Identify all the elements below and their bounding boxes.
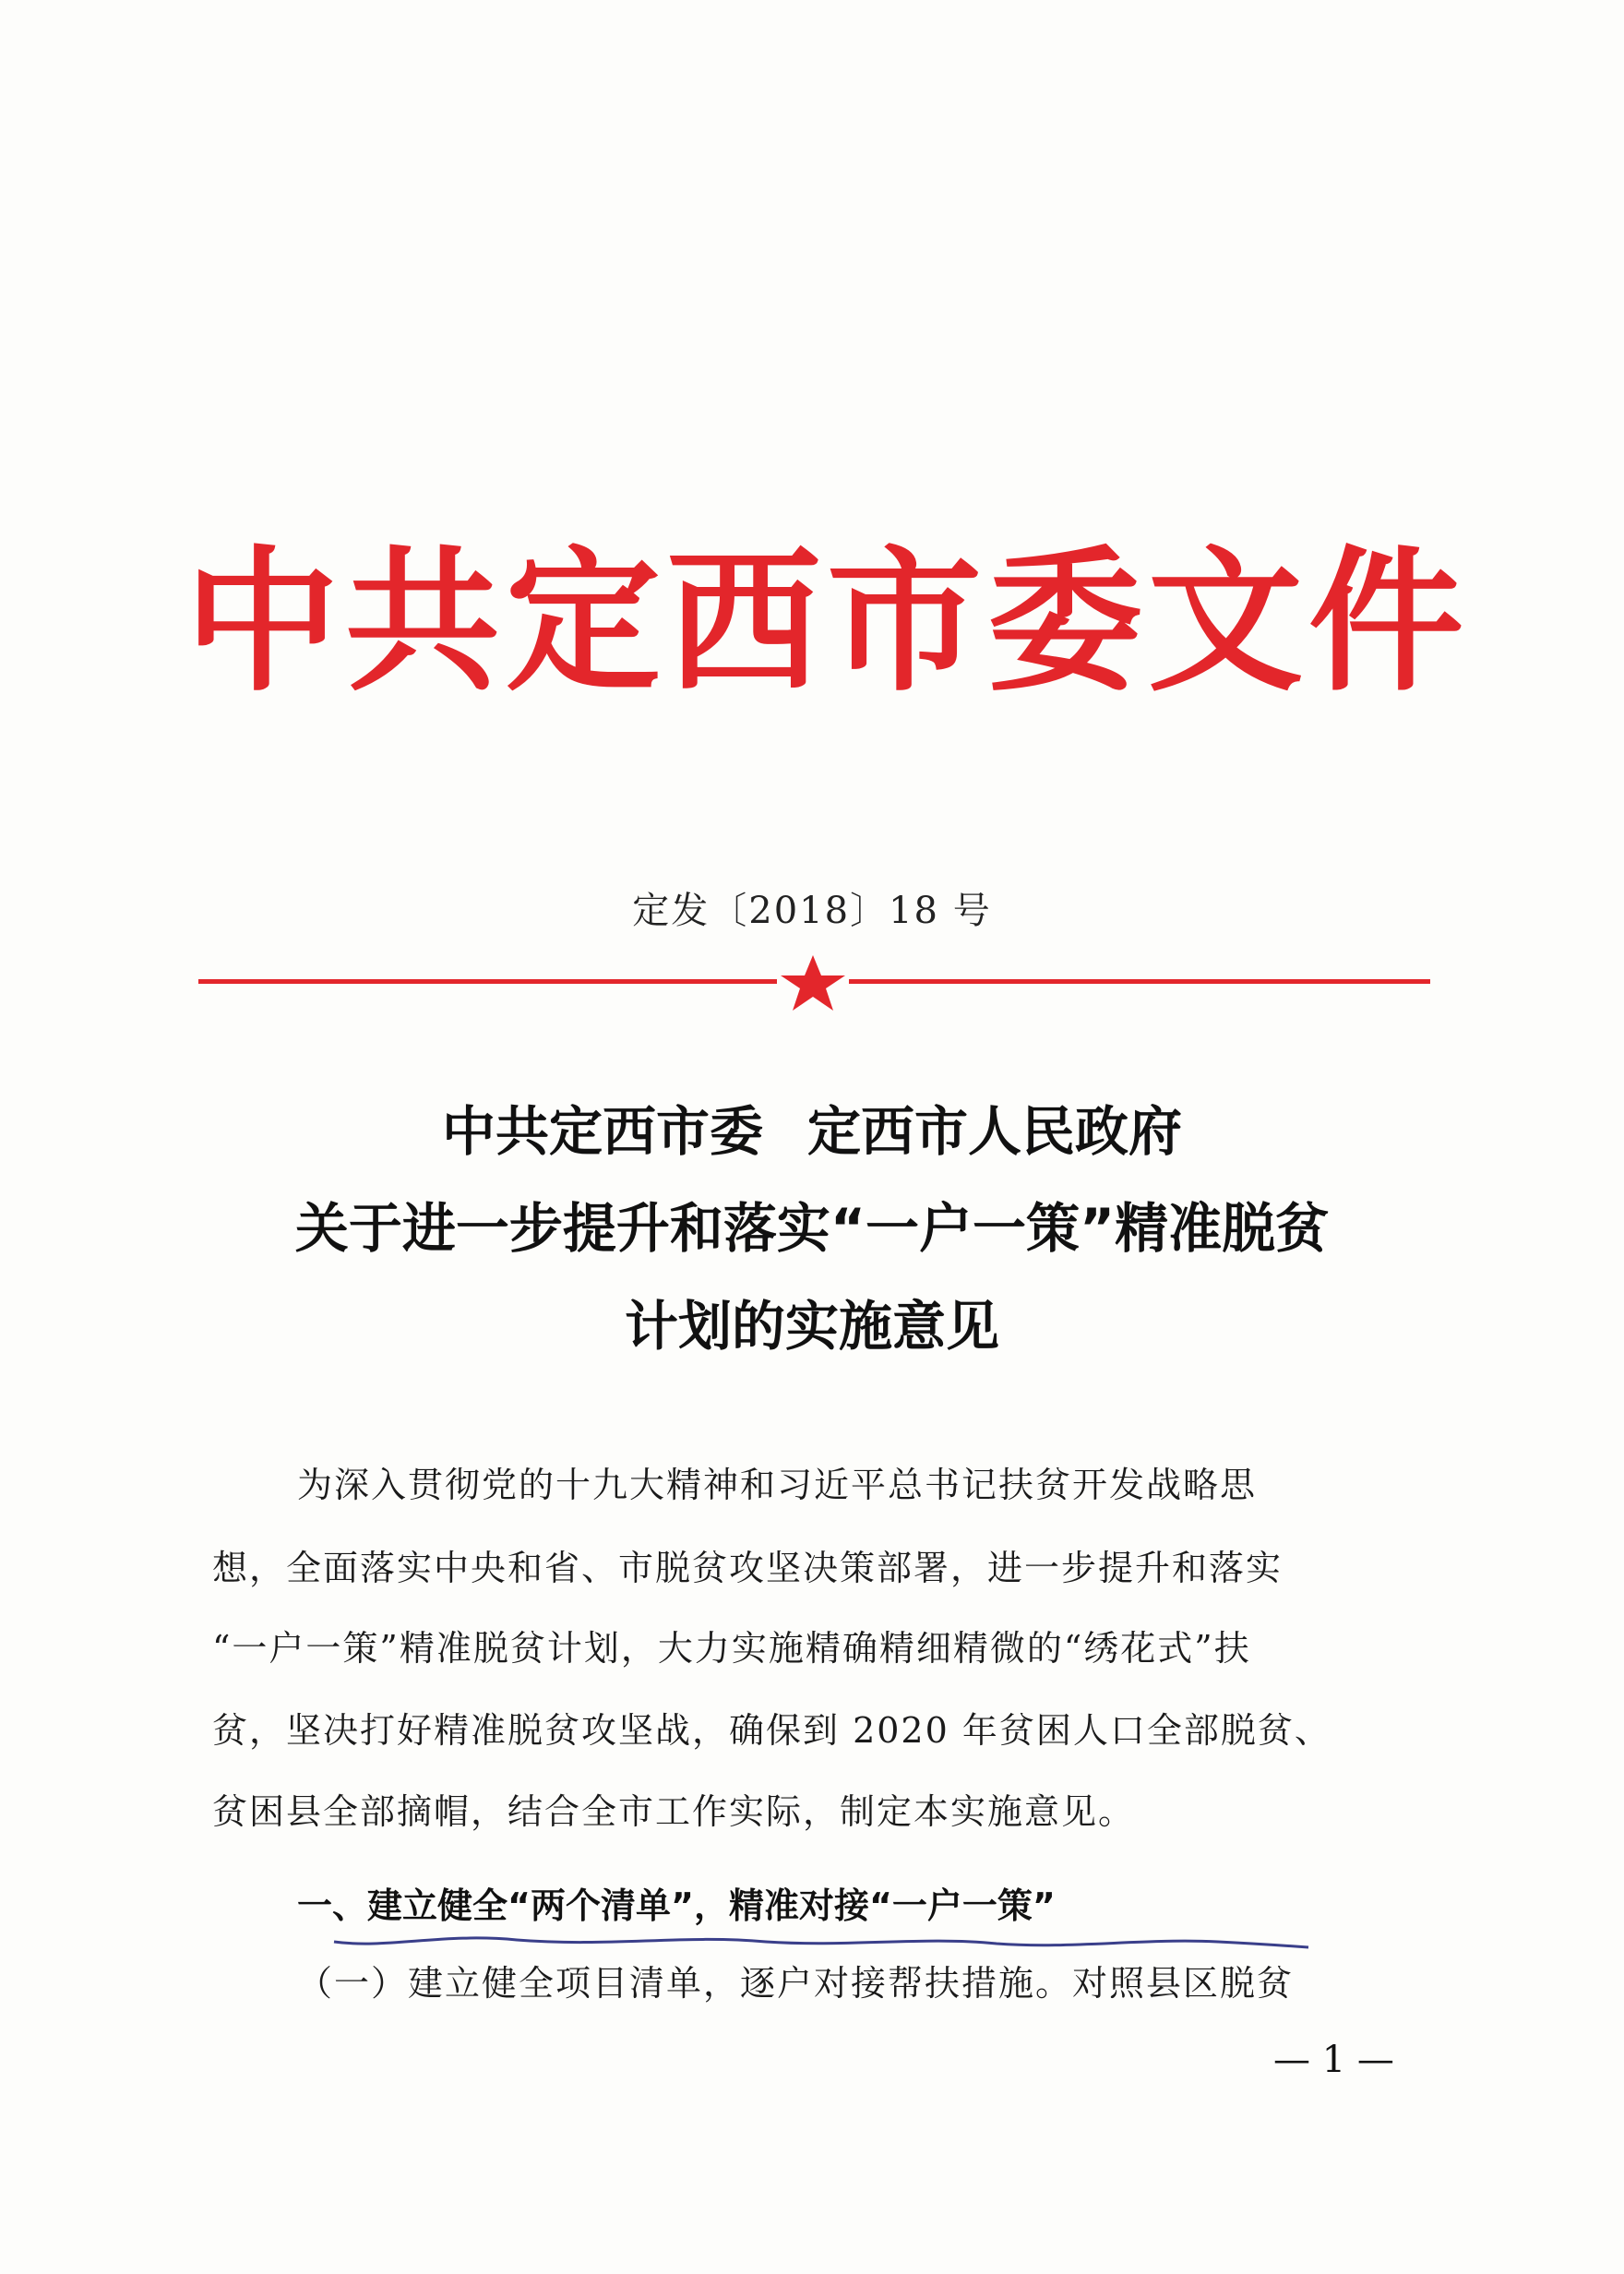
- page-number: — 1 —: [1273, 2039, 1394, 2081]
- subsection-line-1: （一）建立健全项目清单，逐户对接帮扶措施。对照县区脱贫: [297, 1963, 1295, 2004]
- body-line-3: “一户一策”精准脱贫计划，大力实施精确精细精微的“绣花式”扶: [212, 1628, 1251, 1669]
- red-divider-right: [849, 979, 1430, 984]
- body-line-4: 贫，坚决打好精准脱贫攻坚战，确保到 2020 年贫困人口全部脱贫、: [212, 1710, 1331, 1751]
- handwritten-underline: [332, 1921, 1310, 1958]
- section-heading-1: 一、建立健全“两个清单”，精准对接“一户一策”: [297, 1885, 1056, 1926]
- title-issuer-government: 定西市人民政府: [807, 1100, 1183, 1163]
- document-number: 定发〔2018〕18 号: [632, 890, 992, 932]
- red-star-icon: [777, 953, 849, 1014]
- document-masthead: 中共定西市委文件: [185, 532, 1469, 712]
- body-line-5: 贫困县全部摘帽，结合全市工作实际，制定本实施意见。: [212, 1791, 1136, 1832]
- body-line-1: 为深入贯彻党的十九大精神和习近平总书记扶贫开发战略思: [297, 1465, 1258, 1505]
- title-issuer-party: 中共定西市委: [441, 1100, 763, 1163]
- document-title-line-3: 计划的实施意见: [624, 1295, 999, 1358]
- red-divider-left: [198, 979, 777, 984]
- document-title-line-2: 关于进一步提升和落实“一户一策”精准脱贫: [294, 1197, 1330, 1260]
- document-title-line-1: [0, 1100, 1624, 1163]
- body-line-2: 想，全面落实中央和省、市脱贫攻坚决策部署，进一步提升和落实: [212, 1548, 1284, 1588]
